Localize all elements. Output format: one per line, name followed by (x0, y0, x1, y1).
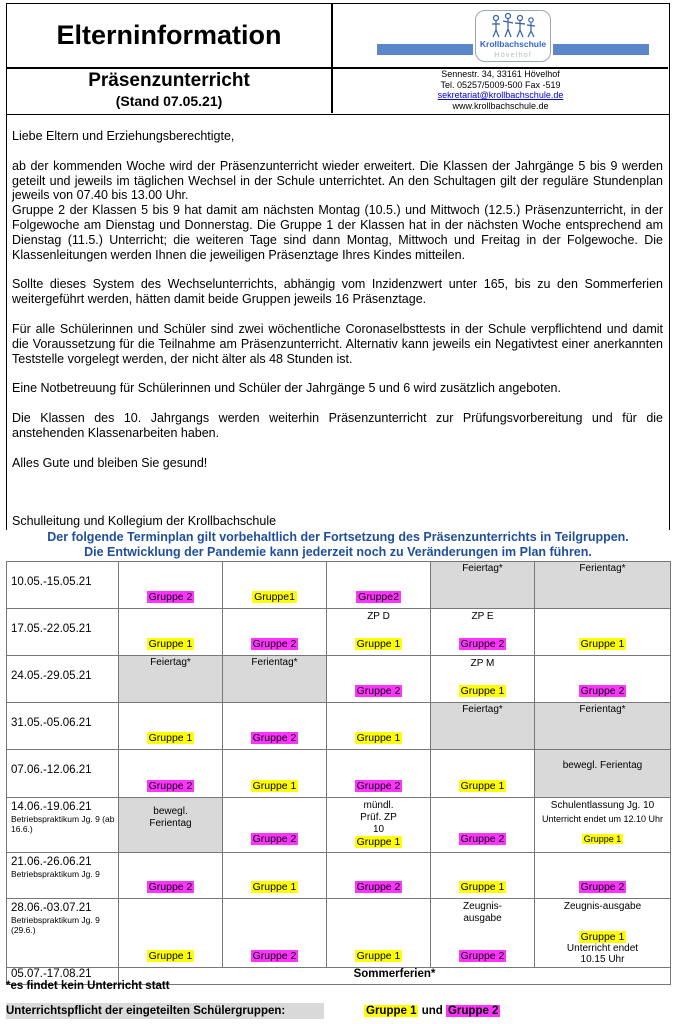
day-cell (535, 853, 671, 899)
gruppe-1-badge: Gruppe 1 (356, 732, 401, 744)
logo-school-name: Krollbachschule (479, 39, 547, 49)
gruppe-1-badge: Gruppe 1 (356, 638, 401, 650)
week-cell (7, 798, 119, 853)
gruppe-1-badge: Gruppe 1 (356, 950, 401, 962)
event-after-label: Unterricht endet 10.15 Uhr (566, 943, 639, 965)
day-cell (431, 656, 535, 703)
day-cell (119, 609, 223, 656)
week-cell (7, 750, 119, 798)
event-label: Zeugnis-ausgabe (563, 901, 642, 912)
gruppe-2-badge: Gruppe 2 (580, 881, 625, 893)
gruppe-2-badge: Gruppe2 (358, 591, 399, 603)
gruppe-1-badge: Gruppe 1 (580, 931, 625, 943)
school-logo (333, 4, 668, 67)
day-cell (535, 899, 671, 968)
gruppe-1-badge: Gruppe1 (254, 591, 295, 603)
week-date: 14.06.-19.06.21 (11, 801, 92, 813)
schedule-body (7, 562, 671, 985)
legend-gruppe-1: Gruppe 1 (366, 1005, 417, 1017)
footer-label: Unterrichtspflicht der eingeteilten Schülergruppen: (6, 1005, 286, 1017)
event-label: ZP M (470, 658, 495, 669)
day-cell (223, 899, 327, 968)
week-note: Betriebspraktikum Jg. 9 (11, 869, 100, 879)
day-cell (431, 703, 535, 750)
logo-place: Hövelhof (494, 50, 532, 59)
week-date: 28.06.-03.07.21 (11, 902, 92, 914)
paragraph-4: Eine Notbetreuung für Schülerinnen und Schüler der Jahrgänge 5 und 6 wird zusätzlich angeboten. (12, 381, 561, 396)
day-cell (535, 656, 671, 703)
gruppe-1-badge: Gruppe 1 (583, 834, 622, 844)
gruppe-2-badge: Gruppe 2 (148, 780, 193, 792)
schedule-row (7, 853, 671, 899)
schedule-row (7, 703, 671, 750)
day-cell (535, 750, 671, 798)
week-cell (7, 853, 119, 899)
logo-bar-right (553, 44, 649, 55)
paragraph-3: Für alle Schülerinnen und Schüler sind zwei wöchentliche Coronaselbsttests in der Schule verpflichtend und damit die Voraussetzung für die Teilnahme am Präsenzunterricht. Alternativ kann jeweils ein Negativtest einer anerkannten Teststelle vorgelegt werden, der nicht älter als 48 Stunden ist. (12, 321, 663, 366)
gruppe-2-badge: Gruppe 2 (356, 881, 401, 893)
logo-bar-left (377, 44, 473, 55)
holiday-label: Ferientag* (579, 563, 626, 574)
holiday-label: Feiertag* (150, 657, 191, 668)
day-cell (535, 562, 671, 609)
stand-date: (Stand 07.05.21) (115, 93, 223, 109)
holiday-label: bewegl. Ferientag (149, 806, 192, 829)
day-cell (327, 899, 431, 968)
day-cell (327, 798, 431, 853)
gruppe-2-badge: Gruppe 2 (356, 780, 401, 792)
day-cell (431, 853, 535, 899)
gruppe-1-badge: Gruppe 1 (148, 638, 193, 650)
schedule-row (7, 656, 671, 703)
day-cell (223, 562, 327, 609)
day-cell (327, 703, 431, 750)
holiday-label: Feiertag* (462, 704, 503, 715)
paragraph-6: Alles Gute und bleiben Sie gesund! (12, 455, 208, 470)
day-cell (119, 750, 223, 798)
gruppe-2-badge: Gruppe 2 (580, 685, 625, 697)
subtitle-block (7, 70, 331, 109)
week-cell (7, 899, 119, 968)
week-date: 21.06.-26.06.21 (11, 856, 92, 868)
gruppe-1-badge: Gruppe 1 (356, 836, 401, 848)
address-street: Sennestr. 34, 33161 Hövelhof (441, 69, 560, 79)
day-cell (119, 853, 223, 899)
website-link[interactable]: www.krollbachschule.de (452, 100, 549, 111)
week-note: Betriebspraktikum Jg. 9 (ab 16.6.) (11, 814, 115, 834)
children-figures-icon (488, 12, 538, 40)
gruppe-2-badge: Gruppe 2 (148, 881, 193, 893)
schedule-table (6, 561, 671, 985)
gruppe-1-badge: Gruppe 1 (460, 685, 505, 697)
day-cell (119, 798, 223, 853)
day-cell (119, 703, 223, 750)
week-cell (7, 609, 119, 656)
gruppe-2-badge: Gruppe 2 (460, 833, 505, 845)
holiday-label: Feiertag* (462, 563, 503, 574)
gruppe-2-badge: Gruppe 2 (252, 950, 297, 962)
week-note: Betriebspraktikum Jg. 9 (29.6.) (11, 915, 100, 935)
signature: Schulleitung und Kollegium der Krollbachschule (12, 514, 277, 528)
event-label: mündl. Prüf. ZP 10 (360, 800, 397, 835)
day-cell (431, 798, 535, 853)
schedule-row (7, 562, 671, 609)
day-cell (223, 853, 327, 899)
paragraph-5: Die Klassen des 10. Jahrgangs werden weiterhin Präsenzunterricht zur Prüfungsvorbereitung und für die anstehenden Klassenarbeiten haben. (12, 411, 663, 440)
notice-line-2: Die Entwicklung der Pandemie kann jederzeit noch zu Veränderungen im Plan führen. (84, 545, 592, 559)
gruppe-1-badge: Gruppe 1 (252, 881, 297, 893)
week-cell (7, 656, 119, 703)
day-cell (535, 798, 671, 853)
day-cell (431, 562, 535, 609)
paragraph-1: ab der kommenden Woche wird der Präsenzunterricht wieder erweitert. Die Klassen der Jahrgänge 5 bis 9 werden geteilt und jeweils im täglichen Wechsel in der Schule unterrichtet. An den Schultagen gilt der reguläre Stundenplan jeweils von 07.40 bis 13.00 Uhr. (12, 158, 663, 203)
footer-legend (324, 1003, 670, 1019)
day-cell (223, 656, 327, 703)
holiday-label: bewegl. Ferientag (562, 760, 643, 771)
week-date: 17.05.-22.05.21 (11, 623, 92, 635)
day-cell (327, 656, 431, 703)
schedule-row (7, 609, 671, 656)
footnote: *es findet kein Unterricht statt (6, 980, 170, 992)
paragraph-2: Sollte dieses System des Wechselunterrichts, abhängig vom Inzidenzwert unter 165, bis zu den Sommerferien weitergeführt werden, hätten damit beide Gruppen jeweils 16 Präsenztage. (12, 277, 663, 307)
address-block (333, 69, 668, 111)
gruppe-1-badge: Gruppe 1 (148, 950, 193, 962)
week-date: 10.05.-15.05.21 (11, 576, 92, 588)
address-phone: Tel. 05257/5009-500 Fax -519 (440, 79, 561, 90)
week-date: 31.05.-05.06.21 (11, 717, 92, 729)
schedule-row (7, 750, 671, 798)
schedule-notice (6, 530, 670, 560)
week-date: 07.06.-12.06.21 (11, 764, 92, 776)
greeting: Liebe Eltern und Erziehungsberechtigte, (12, 129, 235, 143)
event-label: ZP E (471, 611, 494, 622)
holiday-label: Ferientag* (579, 704, 626, 715)
header-box (6, 3, 670, 115)
notice-line-1: Der folgende Terminplan gilt vorbehaltlich der Fortsetzung des Präsenzunterrichts in Teilgruppen. (47, 530, 629, 544)
logo-badge (475, 10, 551, 62)
event-label: Schulentlassung Jg. 10 (550, 800, 655, 811)
holiday-label: Ferientag* (251, 657, 298, 668)
day-cell (327, 853, 431, 899)
day-cell (119, 656, 223, 703)
day-cell (119, 562, 223, 609)
schedule-row (7, 798, 671, 853)
gruppe-1-badge: Gruppe 1 (580, 638, 625, 650)
gruppe-2-badge: Gruppe 2 (356, 685, 401, 697)
gruppe-2-badge: Gruppe 2 (460, 638, 505, 650)
letter-body (6, 115, 670, 530)
paragraph-1b: Gruppe 2 der Klassen 5 bis 9 hat damit am nächsten Montag (10.5.) und Mittwoch (12.5.) Präsenzunterricht, in der Folgewoche am Dienstag und Donnerstag. Die Gruppe 1 der Klassen hat in der nächsten Woche entsprechend am Dienstag (11.5.) Unterricht; die weiteren Tage sind dann Montag, Mittwoch und Freitag in der Folgewoche. Die Klassenleitungen werden Ihnen die jeweiligen Präsenztage Ihres Kindes mitteilen. (12, 203, 663, 262)
day-cell (223, 609, 327, 656)
day-cell (327, 609, 431, 656)
summer-holidays: Sommerferien* (119, 968, 671, 985)
gruppe-2-badge: Gruppe 2 (252, 833, 297, 845)
gruppe-2-badge: Gruppe 2 (252, 732, 297, 744)
gruppe-1-badge: Gruppe 1 (252, 780, 297, 792)
day-cell (431, 899, 535, 968)
day-cell (327, 750, 431, 798)
week-cell (7, 703, 119, 750)
week-cell (7, 562, 119, 609)
event-label: Zeugnis-ausgabe (463, 901, 502, 924)
schedule-row (7, 899, 671, 968)
gruppe-1-badge: Gruppe 1 (460, 881, 505, 893)
week-date: 05.07.-17.08.21 (11, 968, 92, 980)
day-cell (119, 899, 223, 968)
legend-gruppe-2: Gruppe 2 (447, 1005, 499, 1017)
day-cell (223, 798, 327, 853)
event-label: ZP D (367, 611, 390, 622)
event-sublabel: Unterricht endet um 12.10 Uhr (541, 814, 664, 824)
gruppe-2-badge: Gruppe 2 (460, 950, 505, 962)
week-date: 24.05.-29.05.21 (11, 670, 92, 682)
gruppe-1-badge: Gruppe 1 (148, 732, 193, 744)
day-cell (431, 750, 535, 798)
day-cell (223, 703, 327, 750)
footer-bar (6, 1003, 670, 1019)
subtitle: Präsenzunterricht (88, 70, 250, 91)
day-cell (535, 609, 671, 656)
day-cell (431, 609, 535, 656)
gruppe-1-badge: Gruppe 1 (460, 780, 505, 792)
day-cell (327, 562, 431, 609)
document-title: Elterninformation (56, 20, 282, 50)
email-link[interactable]: sekretariat@krollbachschule.de (437, 90, 564, 100)
gruppe-2-badge: Gruppe 2 (148, 591, 193, 603)
gruppe-2-badge: Gruppe 2 (252, 638, 297, 650)
day-cell (223, 750, 327, 798)
legend-und: und (421, 1005, 443, 1017)
day-cell (535, 703, 671, 750)
